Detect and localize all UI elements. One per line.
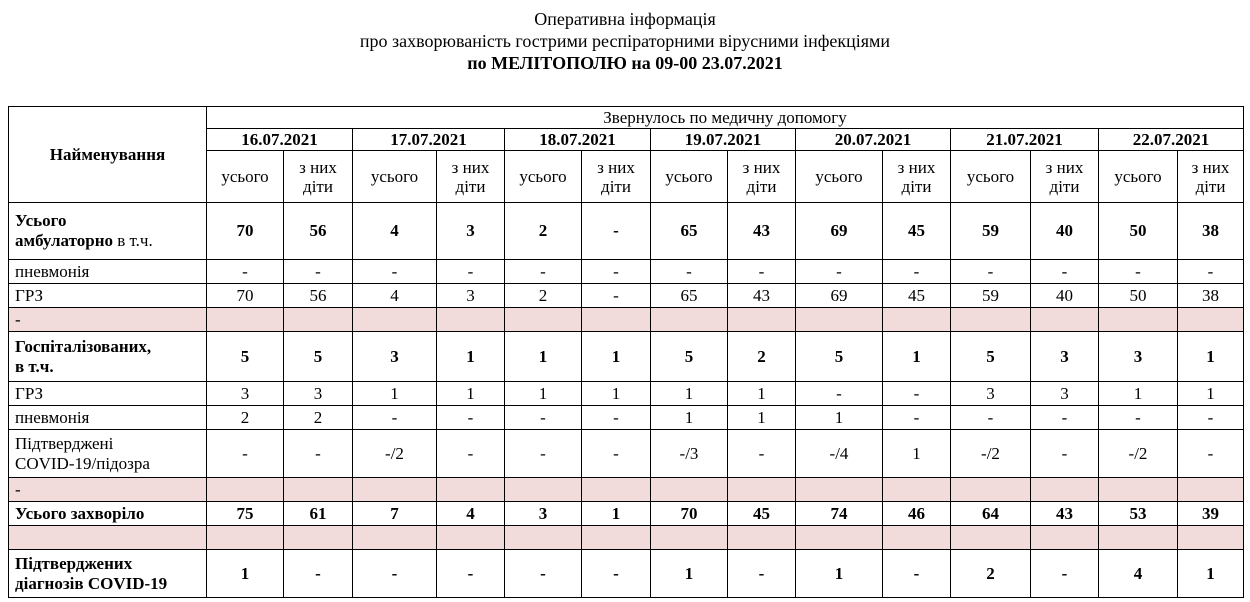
table-cell: 53 [1099,502,1178,526]
table-cell: - [582,203,651,260]
table-cell: -/2 [1099,430,1178,478]
table-cell: 1 [437,332,505,382]
table-cell: 40 [1031,203,1099,260]
table-cell: 40 [1031,284,1099,308]
table-cell: - [1178,430,1244,478]
table-cell [651,308,728,332]
table-cell: 5 [284,332,353,382]
subheader-total: усього [207,151,284,203]
table-cell: - [582,406,651,430]
group-header: Звернулось по медичну допомогу [207,107,1244,129]
subheader-total: усього [505,151,582,203]
table-cell: - [437,406,505,430]
table-row [9,203,1244,260]
table-cell [353,526,437,550]
morbidity-table [8,106,1244,598]
table-cell [1099,526,1178,550]
table-cell: 5 [651,332,728,382]
table-cell: 4 [353,203,437,260]
table-cell: 1 [796,406,883,430]
table-cell: 69 [796,203,883,260]
table-cell: 1 [582,502,651,526]
table-cell: 4 [353,284,437,308]
subheader-children: з них діти [1031,151,1099,203]
table-cell [353,478,437,502]
row-label: Усього амбулаторно в т.ч. [9,203,207,260]
table-cell [728,308,796,332]
subheader-total: усього [1099,151,1178,203]
table-cell: 1 [1178,382,1244,406]
table-cell [951,478,1031,502]
table-cell: - [582,260,651,284]
date-header: 17.07.2021 [353,129,505,151]
table-cell: -/3 [651,430,728,478]
table-cell: 56 [284,203,353,260]
table-cell: 1 [437,382,505,406]
subheader-children: з них діти [284,151,353,203]
table-cell: - [1031,406,1099,430]
table-cell [796,308,883,332]
table-cell: 43 [1031,502,1099,526]
row-label: ГРЗ [9,284,207,308]
table-cell: - [728,260,796,284]
table-cell: 3 [1031,332,1099,382]
row-label: ГРЗ [9,382,207,406]
title-line-3: по МЕЛІТОПОЛЮ на 09-00 23.07.2021 [467,53,783,73]
table-cell [1031,308,1099,332]
table-cell: 2 [505,203,582,260]
table-cell: 3 [951,382,1031,406]
table-cell [207,308,284,332]
subheader-total: усього [651,151,728,203]
table-cell: 45 [883,203,951,260]
table-cell: - [505,406,582,430]
table-cell: 38 [1178,284,1244,308]
table-cell [284,478,353,502]
table-cell: 1 [1099,382,1178,406]
table-cell [1099,308,1178,332]
table-cell: 59 [951,284,1031,308]
table-cell: 75 [207,502,284,526]
table-row [9,308,1244,332]
table-cell: 4 [1099,550,1178,598]
table-cell: - [582,284,651,308]
table-cell: - [505,430,582,478]
table-cell: - [1178,406,1244,430]
table-cell: 3 [437,203,505,260]
table-cell: 43 [728,284,796,308]
table-cell: 70 [207,203,284,260]
table-cell: 45 [883,284,951,308]
table-row [9,526,1244,550]
table-cell [505,308,582,332]
subheader-children: з них діти [437,151,505,203]
table-cell: - [1099,406,1178,430]
row-label: Госпіталізованих, в т.ч. [9,332,207,382]
table-cell: 1 [728,406,796,430]
table-row [9,332,1244,382]
table-cell [796,478,883,502]
date-header: 18.07.2021 [505,129,651,151]
table-cell: -/2 [353,430,437,478]
table-cell: 45 [728,502,796,526]
table-cell: 3 [207,382,284,406]
table-cell: 1 [796,550,883,598]
table-row [9,502,1244,526]
table-cell: 5 [796,332,883,382]
table-cell: 61 [284,502,353,526]
table-row [9,406,1244,430]
row-label [9,526,207,550]
table-cell: 3 [353,332,437,382]
table-cell: - [437,550,505,598]
table-cell: 1 [207,550,284,598]
table-cell: - [284,430,353,478]
table-cell [437,526,505,550]
table-cell: 65 [651,284,728,308]
table-cell [728,478,796,502]
table-cell: 38 [1178,203,1244,260]
table-cell: 56 [284,284,353,308]
row-label: - [9,478,207,502]
table-cell: 1 [505,332,582,382]
table-row [9,382,1244,406]
name-column-header: Найменування [9,107,207,203]
table-cell: - [1031,430,1099,478]
subheader-children: з них діти [582,151,651,203]
table-cell: 1 [353,382,437,406]
table-cell: 1 [651,550,728,598]
date-header: 21.07.2021 [951,129,1099,151]
report-title [0,0,1250,74]
table-cell: 2 [728,332,796,382]
table-cell [207,478,284,502]
row-label: Усього захворіло [9,502,207,526]
table-cell [951,526,1031,550]
table-cell: 3 [284,382,353,406]
table-cell: -/2 [951,430,1031,478]
table-row [9,478,1244,502]
table-cell: - [353,406,437,430]
row-label: Підтверджені COVID-19/підозра [9,430,207,478]
table-cell: - [437,430,505,478]
table-cell: - [651,260,728,284]
table-cell: - [284,550,353,598]
subheader-children: з них діти [728,151,796,203]
subheader-total: усього [951,151,1031,203]
table-cell [883,526,951,550]
table-cell: 1 [883,332,951,382]
table-cell: - [883,260,951,284]
table-cell: 3 [505,502,582,526]
table-cell: - [1031,550,1099,598]
date-header: 19.07.2021 [651,129,796,151]
table-cell [951,308,1031,332]
table-cell: - [796,260,883,284]
table-cell: 2 [284,406,353,430]
table-cell: 2 [951,550,1031,598]
table-cell [582,478,651,502]
table-cell: 1 [1178,550,1244,598]
table-cell: - [951,260,1031,284]
subheader-children: з них діти [883,151,951,203]
table-cell: 69 [796,284,883,308]
date-header: 22.07.2021 [1099,129,1244,151]
table-cell: 7 [353,502,437,526]
date-header: 16.07.2021 [207,129,353,151]
table-cell: 3 [437,284,505,308]
table-cell: 65 [651,203,728,260]
table-row [9,550,1244,598]
table-row [9,430,1244,478]
table-cell: 2 [207,406,284,430]
row-label: Підтверджених діагнозів COVID-19 [9,550,207,598]
table-cell [1178,308,1244,332]
table-cell [437,308,505,332]
table-cell: 64 [951,502,1031,526]
table-cell: - [1031,260,1099,284]
table-cell [796,526,883,550]
table-cell: - [728,550,796,598]
table-cell [1178,526,1244,550]
row-label: пневмонія [9,406,207,430]
date-header: 20.07.2021 [796,129,951,151]
table-cell: 70 [207,284,284,308]
table-cell: 1 [505,382,582,406]
row-label: - [9,308,207,332]
table-cell: - [207,260,284,284]
table-cell [651,478,728,502]
table-cell: 46 [883,502,951,526]
table-cell [582,308,651,332]
subheader-total: усього [796,151,883,203]
table-cell: 3 [1031,382,1099,406]
table-cell: - [1099,260,1178,284]
table-cell [883,308,951,332]
table-cell: 50 [1099,284,1178,308]
table-cell [1099,478,1178,502]
table-cell: 70 [651,502,728,526]
table-cell: - [951,406,1031,430]
table-cell [284,308,353,332]
table-cell: - [207,430,284,478]
table-cell: 1 [582,332,651,382]
table-cell [505,526,582,550]
table-cell: - [505,550,582,598]
table-cell: - [883,382,951,406]
table-cell [582,526,651,550]
table-cell: 1 [651,406,728,430]
table-cell: - [284,260,353,284]
table-cell: - [437,260,505,284]
title-line-2: про захворюваність гострими респіраторними вірусними інфекціями [359,31,891,51]
table-cell: 5 [951,332,1031,382]
table-cell: - [353,260,437,284]
table-cell: 3 [1099,332,1178,382]
table-cell: 1 [883,430,951,478]
table-cell: - [1178,260,1244,284]
table-cell [284,526,353,550]
table-row [9,260,1244,284]
table-cell: 1 [651,382,728,406]
table-cell [437,478,505,502]
table-cell: 4 [437,502,505,526]
table-cell [353,308,437,332]
table-cell [883,478,951,502]
subheader-total: усього [353,151,437,203]
table-cell: 74 [796,502,883,526]
table-cell: 2 [505,284,582,308]
table-cell [505,478,582,502]
table-cell [728,526,796,550]
table-cell: - [505,260,582,284]
table-cell: 1 [728,382,796,406]
table-cell: 39 [1178,502,1244,526]
table-cell: - [883,406,951,430]
title-line-1: Оперативна інформація [534,9,716,29]
table-cell [1031,526,1099,550]
table-cell: -/4 [796,430,883,478]
table-cell: 43 [728,203,796,260]
table-cell: 1 [1178,332,1244,382]
table-cell [207,526,284,550]
table-cell: 59 [951,203,1031,260]
table-cell [651,526,728,550]
table-cell: 50 [1099,203,1178,260]
row-label: пневмонія [9,260,207,284]
table-cell [1031,478,1099,502]
subheader-children: з них діти [1178,151,1244,203]
table-cell: - [582,430,651,478]
table-cell: - [728,430,796,478]
table-cell: - [353,550,437,598]
table-cell: - [582,550,651,598]
table-cell: - [883,550,951,598]
table-row [9,284,1244,308]
table-cell: 5 [207,332,284,382]
table-cell: - [796,382,883,406]
table-cell: 1 [582,382,651,406]
table-cell [1178,478,1244,502]
